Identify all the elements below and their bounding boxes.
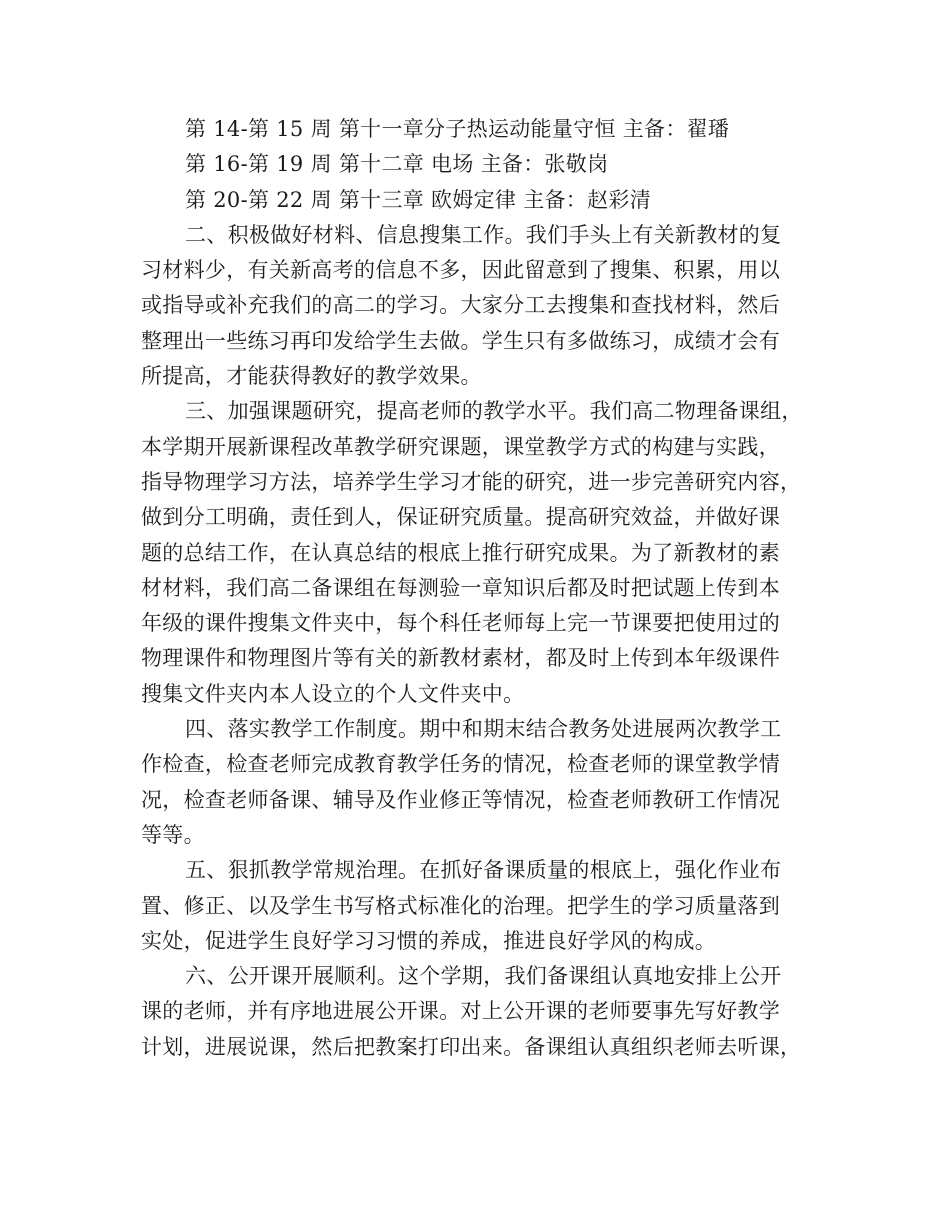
schedule-item: 第 14-第 15 周 第十一章分子热运动能量守恒 主备：翟璠 (185, 117, 730, 141)
paragraph-line: 计划，进展说课，然后把教案打印出来。备课组认真组织老师去听课， (141, 1034, 802, 1059)
paragraph-line: 搜集文件夹内本人设立的个人文件夹中。 (141, 681, 525, 706)
paragraph-line: 所提高，才能获得教好的教学效果。 (141, 364, 482, 389)
paragraph-research (141, 394, 841, 712)
paragraph-line: 题的总结工作，在认真总结的根底上推行研究成果。为了新教材的素 (141, 540, 780, 565)
paragraph-line: 材材料，我们高二备课组在每测验一章知识后都及时把试题上传到本 (141, 575, 780, 600)
paragraph-open-class (141, 959, 841, 1065)
paragraph-line: 或指导或补充我们的高二的学习。大家分工去搜集和查找材料，然后 (141, 293, 780, 318)
paragraph-line: 做到分工明确，责任到人，保证研究质量。提高研究效益，并做好课 (141, 505, 780, 530)
paragraph-line: 五、狠抓教学常规治理。在抓好备课质量的根底上，强化作业布 (185, 858, 782, 883)
schedule-list (141, 112, 841, 218)
paragraph-line: 习材料少，有关新高考的信息不多，因此留意到了搜集、积累，用以 (141, 258, 780, 283)
paragraph-system (141, 712, 841, 853)
paragraph-line: 课的老师，并有序地进展公开课。对上公开课的老师要事先写好教学 (141, 999, 780, 1024)
schedule-item: 第 20-第 22 周 第十三章 欧姆定律 主备：赵彩清 (185, 187, 651, 212)
paragraph-line: 四、落实教学工作制度。期中和期末结合教务处进展两次教学工 (185, 717, 782, 742)
document-body (141, 112, 841, 1065)
paragraph-routine (141, 853, 841, 959)
paragraph-line: 二、积极做好材料、信息搜集工作。我们手头上有关新教材的复 (185, 222, 782, 247)
paragraph-line: 作检查，检查老师完成教育教学任务的情况，检查老师的课堂教学情 (141, 752, 780, 777)
paragraph-line: 况，检查老师备课、辅导及作业修正等情况，检查老师教研工作情况 (141, 787, 780, 812)
paragraph-line: 三、加强课题研究，提高老师的教学水平。我们高二物理备课组， (185, 399, 803, 424)
paragraph-line: 等等。 (141, 822, 205, 847)
paragraph-materials (141, 218, 841, 394)
paragraph-line: 年级的课件搜集文件夹中，每个科任老师每上完一节课要把使用过的 (141, 611, 780, 636)
paragraph-line: 置、修正、以及学生书写格式标准化的治理。把学生的学习质量落到 (141, 893, 780, 918)
schedule-item: 第 16-第 19 周 第十二章 电场 主备：张敬岗 (185, 152, 609, 177)
paragraph-line: 本学期开展新课程改革教学研究课题，课堂教学方式的构建与实践， (141, 434, 780, 459)
paragraph-line: 六、公开课开展顺利。这个学期，我们备课组认真地安排上公开 (185, 964, 782, 989)
paragraph-line: 整理出一些练习再印发给学生去做。学生只有多做练习，成绩才会有 (141, 328, 780, 353)
paragraph-line: 实处，促进学生良好学习习惯的养成，推进良好学风的构成。 (141, 928, 717, 953)
paragraph-line: 指导物理学习方法，培养学生学习才能的研究，进一步完善研究内容， (141, 469, 802, 494)
paragraph-line: 物理课件和物理图片等有关的新教材素材，都及时上传到本年级课件 (141, 646, 780, 671)
